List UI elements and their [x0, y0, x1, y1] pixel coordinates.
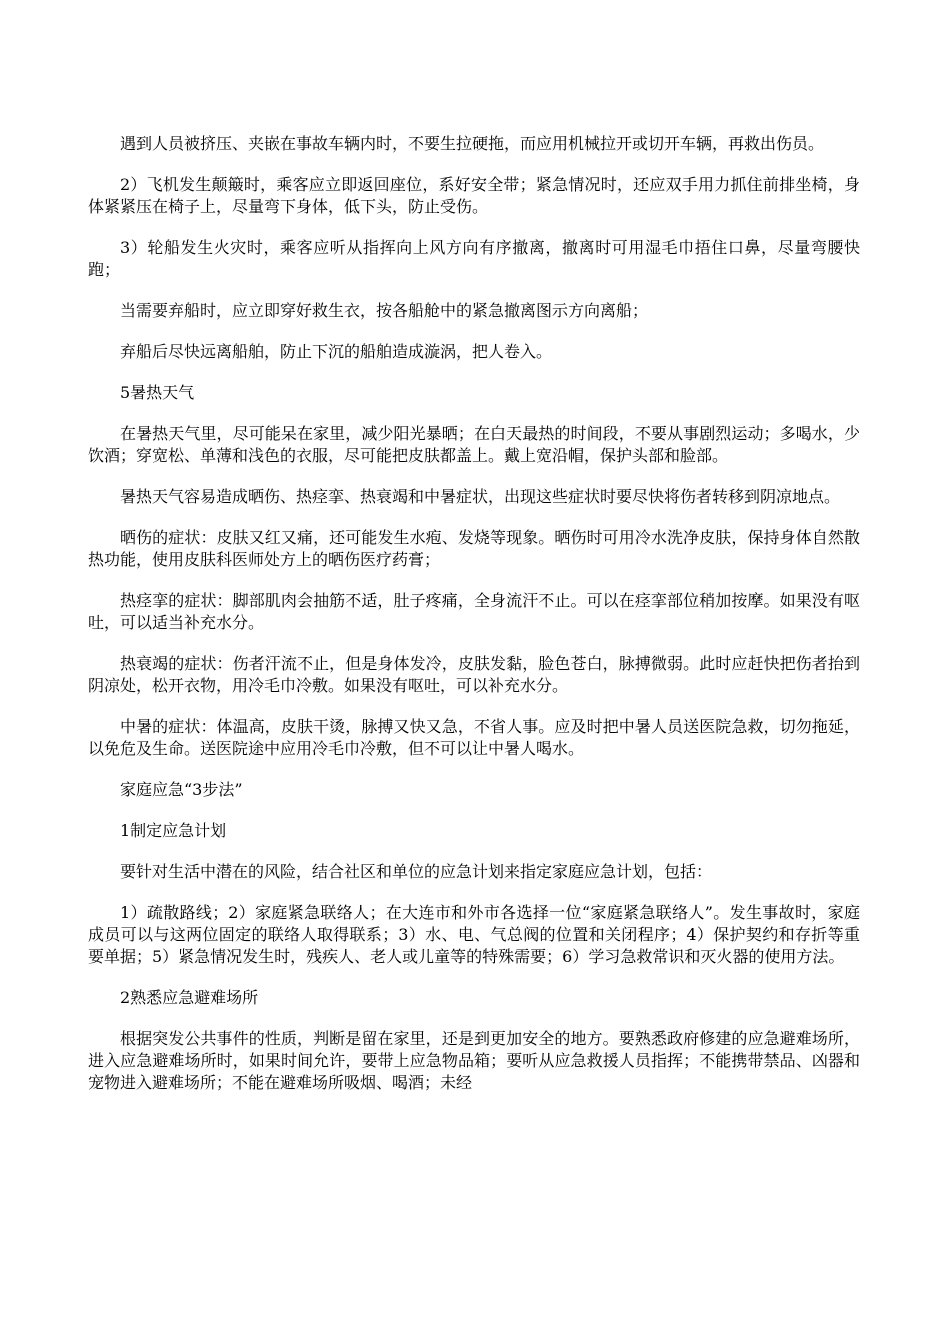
paragraph-8: 暑热天气容易造成晒伤、热痉挛、热衰竭和中暑症状，出现这些症状时要尽快将伤者转移到阴凉地点。: [120, 487, 841, 506]
paragraph-16: 1）疏散路线；2）家庭紧急联络人；在大连市和外市各选择一位“家庭紧急联络人”。发生事故时，家庭成员可以与这两位固定的联络人取得联系；3）水、电、气总阀的位置和关闭程序；4）保护契约和存折等重要单据；5）紧急情况发生时，残疾人、老人或儿童等的特殊需要；6）学习急救常识和灭火器的使用方法。: [88, 903, 860, 966]
paragraph-5: 弃船后尽快远离船舶，防止下沉的船舶造成漩涡，把人卷入。: [120, 342, 553, 361]
paragraph-9: 晒伤的症状：皮肤又红又痛，还可能发生水疱、发烧等现象。晒伤时可用冷水洗净皮肤，保持身体自然散热功能，使用皮肤科医师处方上的晒伤医疗药膏；: [88, 528, 860, 569]
paragraph-18: 根据突发公共事件的性质，判断是留在家里，还是到更加安全的地方。要熟悉政府修建的应急避难场所，进入应急避难场所时，如果时间允许，要带上应急物品箱；要听从应急救援人员指挥；不能携带禁品、凶器和宠物进入避难场所；不能在避难场所吸烟、喝酒；未经: [88, 1029, 860, 1092]
subheading-emergency-plan: 1制定应急计划: [120, 821, 227, 840]
paragraph-1: 遇到人员被挤压、夹嵌在事故车辆内时，不要生拉硬拖，而应用机械拉开或切开车辆，再救出伤员。: [120, 134, 825, 153]
paragraph-11: 热衰竭的症状：伤者汗流不止，但是身体发冷，皮肤发黏，脸色苍白，脉搏微弱。此时应赶快把伤者抬到阴凉处，松开衣物，用冷毛巾冷敷。如果没有呕吐，可以补充水分。: [88, 654, 860, 695]
section-heading-hot-weather: 5暑热天气: [120, 383, 195, 402]
paragraph-4: 当需要弃船时，应立即穿好救生衣，按各船舱中的紧急撤离图示方向离船；: [120, 301, 649, 320]
paragraph-7: 在暑热天气里，尽可能呆在家里，减少阳光暴晒；在白天最热的时间段，不要从事剧烈运动；多喝水，少饮酒；穿宽松、单薄和浅色的衣服，尽可能把皮肤都盖上。戴上宽沿帽，保护头部和脸部。: [88, 424, 860, 465]
section-heading-family-emergency: 家庭应急“3步法”: [120, 780, 243, 799]
document-page: [88, 133, 860, 1094]
paragraph-12: 中暑的症状：体温高，皮肤干烫，脉搏又快又急，不省人事。应及时把中暑人员送医院急救，切勿拖延，以免危及生命。送医院途中应用冷毛巾冷敷，但不可以让中暑人喝水。: [88, 717, 860, 758]
paragraph-10: 热痉挛的症状：脚部肌肉会抽筋不适，肚子疼痛，全身流汗不止。可以在痉挛部位稍加按摩。如果没有呕吐，可以适当补充水分。: [88, 591, 860, 632]
paragraph-2: 2）飞机发生颠簸时，乘客应立即返回座位，系好安全带；紧急情况时，还应双手用力抓住前排坐椅，身体紧紧压在椅子上，尽量弯下身体，低下头，防止受伤。: [88, 175, 860, 216]
subheading-shelter: 2熟悉应急避难场所: [120, 988, 259, 1007]
paragraph-3: 3）轮船发生火灾时，乘客应听从指挥向上风方向有序撤离，撤离时可用湿毛巾捂住口鼻，尽量弯腰快跑；: [88, 238, 860, 279]
paragraph-15: 要针对生活中潜在的风险，结合社区和单位的应急计划来指定家庭应急计划，包括：: [120, 862, 713, 881]
